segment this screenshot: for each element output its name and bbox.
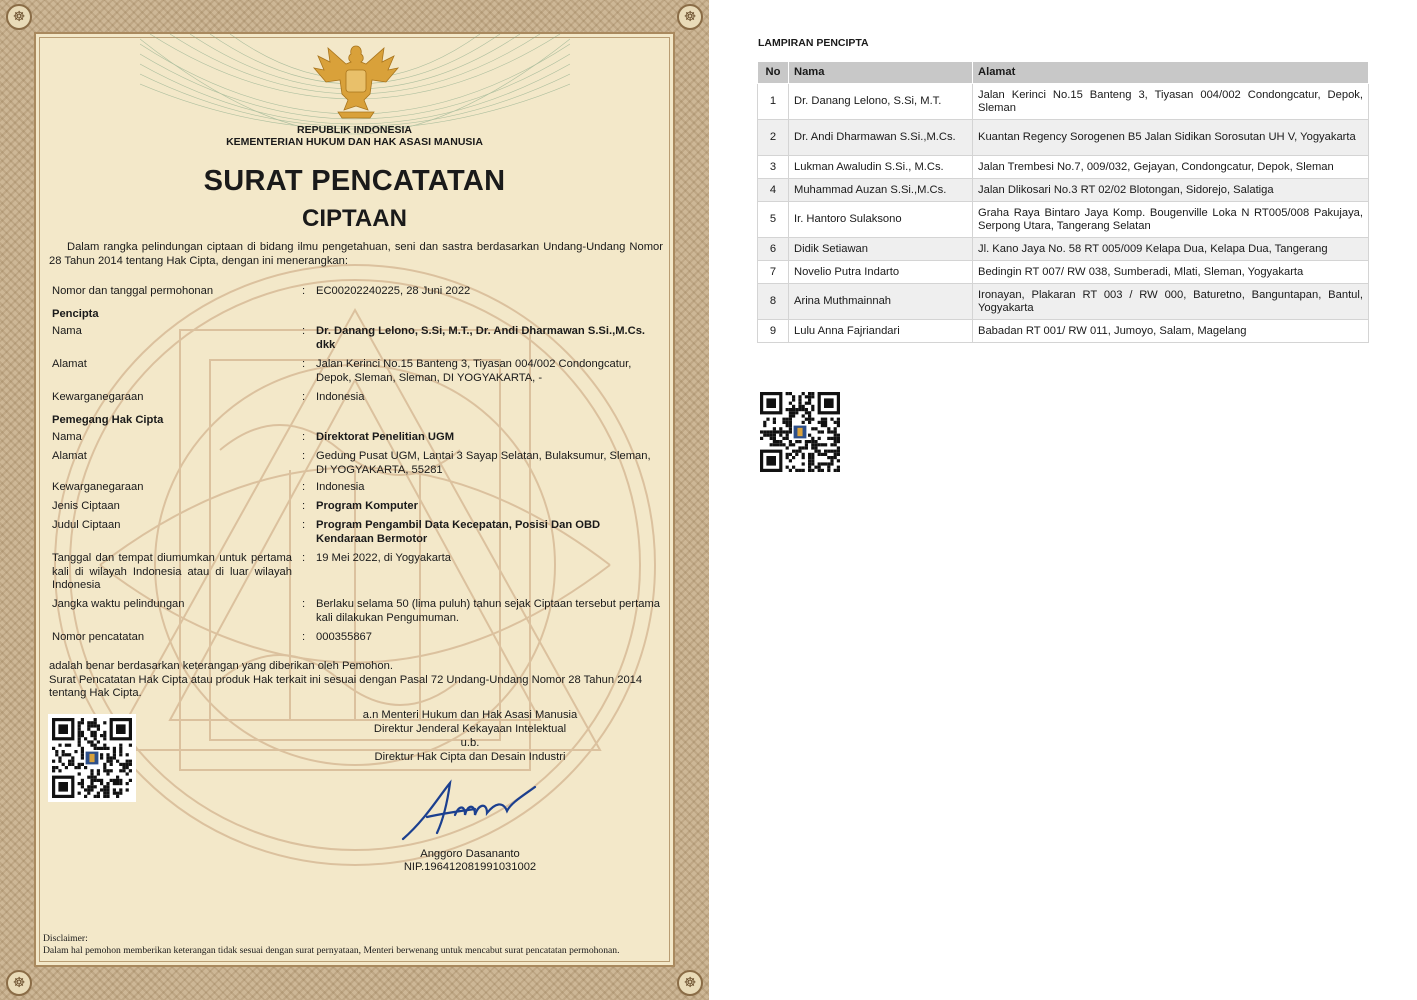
colon: : xyxy=(302,519,306,531)
intro-paragraph: Dalam rangka pelindungan ciptaan di bidang ilmu pengetahuan, seni dan sastra berdasarkan Undang-Undang Nomor 28 Tahun 2014 tentang Hak Cipta, dengan ini menerangkan: xyxy=(49,241,663,267)
signature xyxy=(395,775,545,845)
colon: : xyxy=(302,598,306,610)
colon: : xyxy=(302,285,306,297)
table-row xyxy=(758,84,1369,120)
work-type-label: Jenis Ciptaan xyxy=(52,500,120,512)
cell-no: 9 xyxy=(758,320,789,343)
cell-nama: Muhammad Auzan S.Si.,M.Cs. xyxy=(789,179,973,202)
protection-period-label: Jangka waktu pelindungan xyxy=(52,598,185,610)
record-number-label: Nomor pencatatan xyxy=(52,631,145,643)
table-row xyxy=(758,202,1369,238)
holder-address-value: Gedung Pusat UGM, Lantai 3 Sayap Selatan, Bulaksumur, Sleman, DI YOGYAKARTA, 55281 xyxy=(316,450,651,476)
table-row xyxy=(758,284,1369,320)
closing-line-1: adalah benar berdasarkan keterangan yang diberikan oleh Pemohon. xyxy=(49,660,393,672)
disclaimer xyxy=(43,933,683,957)
table-row xyxy=(758,156,1369,179)
cell-alamat: Jalan Trembesi No.7, 009/032, Gejayan, Condongcatur, Depok, Sleman xyxy=(973,156,1369,179)
table-row xyxy=(758,120,1369,156)
colon: : xyxy=(302,391,306,403)
creator-address-value: Jalan Kerinci No.15 Banteng 3, Tiyasan 004/002 Condongcatur, Depok, Sleman, Sleman, DI YOGYAKARTA, - xyxy=(316,358,632,384)
signatory-line-4: Direktur Hak Cipta dan Desain Industri xyxy=(374,751,566,763)
protection-period-value: Berlaku selama 50 (lima puluh) tahun sejak Ciptaan tersebut pertama kali dilakukan Pengumuman. xyxy=(316,598,660,624)
cell-no: 2 xyxy=(758,120,789,156)
header-alamat: Alamat xyxy=(973,62,1369,84)
header-nama: Nama xyxy=(789,62,973,84)
cell-no: 7 xyxy=(758,261,789,284)
holder-address-label: Alamat xyxy=(52,450,87,462)
table-row xyxy=(758,238,1369,261)
colon: : xyxy=(302,325,306,337)
header-republic: REPUBLIK INDONESIA xyxy=(297,124,412,136)
creator-name-value: Dr. Danang Lelono, S.Si, M.T., Dr. Andi Dharmawan S.Si.,M.Cs. dkk xyxy=(316,325,646,351)
application-value: EC00202240225, 28 Juni 2022 xyxy=(316,285,471,297)
first-publication-label: Tanggal dan tempat diumumkan untuk pertama kali di wilayah Indonesia atau di luar wilayah Indonesia xyxy=(52,552,292,591)
colon: : xyxy=(302,450,306,462)
work-title-label: Judul Ciptaan xyxy=(52,519,121,531)
holder-name-label: Nama xyxy=(52,431,82,443)
creator-name-label: Nama xyxy=(52,325,82,337)
signatory-line-1: a.n Menteri Hukum dan Hak Asasi Manusia xyxy=(362,709,578,721)
application-label: Nomor dan tanggal permohonan xyxy=(52,285,214,297)
table-header-row xyxy=(758,62,1369,84)
table-row xyxy=(758,320,1369,343)
certificate-subtitle: CIPTAAN xyxy=(302,205,407,232)
garuda-emblem-icon xyxy=(308,38,404,124)
cell-no: 5 xyxy=(758,202,789,238)
cell-alamat: Jalan Kerinci No.15 Banteng 3, Tiyasan 004/002 Condongcatur, Depok, Sleman xyxy=(973,84,1369,120)
creator-address-label: Alamat xyxy=(52,358,87,370)
cell-no: 1 xyxy=(758,84,789,120)
table-row xyxy=(758,179,1369,202)
colon: : xyxy=(302,500,306,512)
colon: : xyxy=(302,481,306,493)
work-title-value: Program Pengambil Data Kecepatan, Posisi Dan OBD Kendaraan Bermotor xyxy=(316,519,601,545)
header-no: No xyxy=(758,62,789,84)
cell-alamat: Graha Raya Bintaro Jaya Komp. Bougenville Loka N RT005/008 Pakujaya, Serpong Utara, Tangerang Selatan xyxy=(973,202,1369,238)
cell-nama: Didik Setiawan xyxy=(789,238,973,261)
certificate-title: SURAT PENCATATAN xyxy=(203,165,506,197)
disclaimer-text: Dalam hal pemohon memberikan keterangan tidak sesuai dengan surat pernyataan, Menteri berwenang untuk mencabut surat pencatatan permohonan. xyxy=(43,945,620,956)
cell-no: 6 xyxy=(758,238,789,261)
cell-no: 4 xyxy=(758,179,789,202)
cell-nama: Dr. Danang Lelono, S.Si, M.T. xyxy=(789,84,973,120)
holder-citizenship-value: Indonesia xyxy=(316,481,365,493)
first-publication-value: 19 Mei 2022, di Yogyakarta xyxy=(316,552,451,564)
cell-nama: Lulu Anna Fajriandari xyxy=(789,320,973,343)
colon: : xyxy=(302,552,306,564)
work-type-value: Program Komputer xyxy=(316,500,418,512)
corner-ornament-icon: ☸ xyxy=(6,970,32,996)
qr-code xyxy=(48,714,136,802)
disclaimer-title: Disclaimer: xyxy=(43,933,88,944)
creator-citizenship-value: Indonesia xyxy=(316,391,365,403)
cell-nama: Novelio Putra Indarto xyxy=(789,261,973,284)
cell-alamat: Babadan RT 001/ RW 011, Jumoyo, Salam, Magelang xyxy=(973,320,1369,343)
cell-alamat: Ironayan, Plakaran RT 003 / RW 000, Baturetno, Banguntapan, Bantul, Yogyakarta xyxy=(973,284,1369,320)
cell-nama: Dr. Andi Dharmawan S.Si.,M.Cs. xyxy=(789,120,973,156)
holder-section-heading: Pemegang Hak Cipta xyxy=(52,414,164,426)
record-number-value: 000355867 xyxy=(316,631,372,643)
colon: : xyxy=(302,431,306,443)
cell-no: 3 xyxy=(758,156,789,179)
cell-alamat: Bedingin RT 007/ RW 038, Sumberadi, Mlati, Sleman, Yogyakarta xyxy=(973,261,1369,284)
closing-line-2: Surat Pencatatan Hak Cipta atau produk Hak terkait ini sesuai dengan Pasal 72 Undang-Undang Nomor 28 Tahun 2014 tentang Hak Cipta. xyxy=(49,673,643,699)
closing-statement xyxy=(49,660,663,701)
colon: : xyxy=(302,358,306,370)
corner-ornament-icon: ☸ xyxy=(6,4,32,30)
creator-table xyxy=(757,61,1369,343)
cell-no: 8 xyxy=(758,284,789,320)
signatory-name: Anggoro Dasananto xyxy=(420,848,520,860)
header-ministry: KEMENTERIAN HUKUM DAN HAK ASASI MANUSIA xyxy=(226,136,483,148)
table-row xyxy=(758,261,1369,284)
creator-citizenship-label: Kewarganegaraan xyxy=(52,391,144,403)
creator-section-heading: Pencipta xyxy=(52,308,99,320)
cell-alamat: Jl. Kano Jaya No. 58 RT 005/009 Kelapa Dua, Kelapa Dua, Tangerang xyxy=(973,238,1369,261)
holder-name-value: Direktorat Penelitian UGM xyxy=(316,431,455,443)
cell-nama: Lukman Awaludin S.Si., M.Cs. xyxy=(789,156,973,179)
cell-nama: Ir. Hantoro Sulaksono xyxy=(789,202,973,238)
qr-code xyxy=(756,388,844,476)
signatory-nip: NIP.196412081991031002 xyxy=(403,861,537,873)
signatory-line-3: u.b. xyxy=(460,737,480,749)
signatory-line-2: Direktur Jenderal Kekayaan Intelektual xyxy=(373,723,567,735)
corner-ornament-icon: ☸ xyxy=(677,4,703,30)
holder-citizenship-label: Kewarganegaraan xyxy=(52,481,144,493)
attachment-title: LAMPIRAN PENCIPTA xyxy=(758,37,869,49)
cell-alamat: Jalan Dlikosari No.3 RT 02/02 Blotongan, Sidorejo, Salatiga xyxy=(973,179,1369,202)
cell-nama: Arina Muthmainnah xyxy=(789,284,973,320)
colon: : xyxy=(302,631,306,643)
corner-ornament-icon: ☸ xyxy=(677,970,703,996)
cell-alamat: Kuantan Regency Sorogenen B5 Jalan Sidikan Sorosutan UH V, Yogyakarta xyxy=(973,120,1369,156)
